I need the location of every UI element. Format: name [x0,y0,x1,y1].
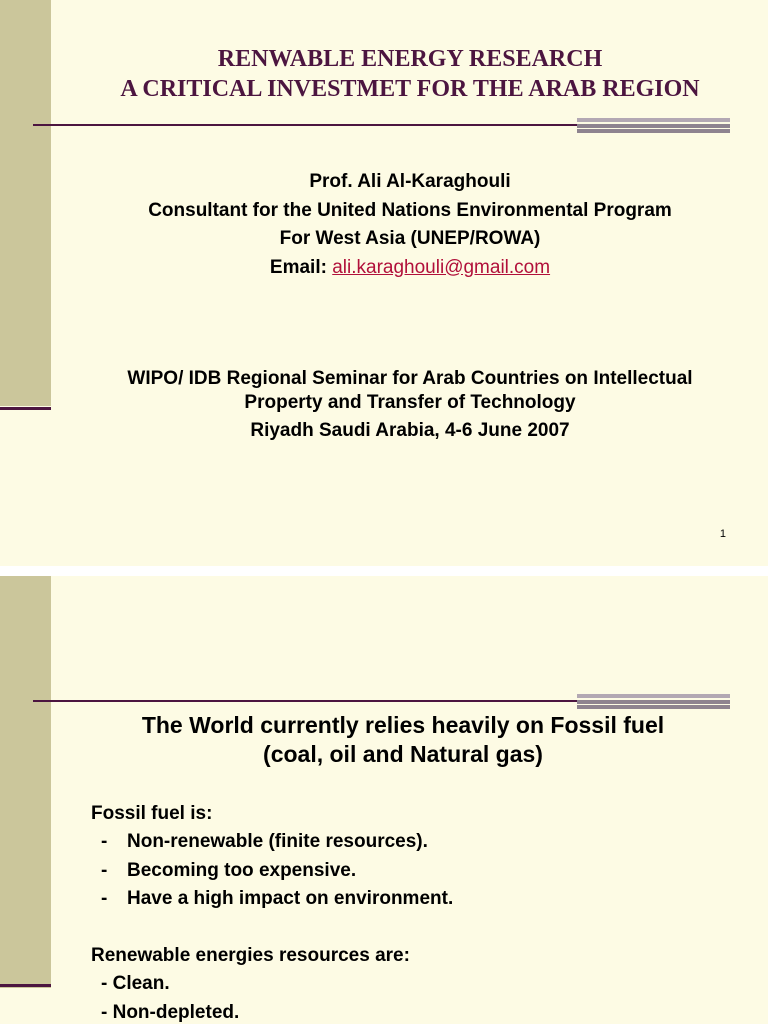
sidebar-rule [0,984,51,987]
fossil-list [91,828,453,913]
list-item [91,828,453,856]
title-line-1: The World currently relies heavily on Fossil fuel [141,712,665,738]
slide-2 [0,576,768,1024]
title-line-2: (coal, oil and Natural gas) [263,741,543,767]
list-item-text: Non-renewable (finite resources). [127,831,428,853]
seminar-block [60,367,760,443]
bullet-dash: - [101,859,108,881]
list-item [91,857,453,885]
slide-title [60,44,760,104]
title-divider [33,700,577,702]
title-divider-accent-bar [577,694,730,709]
bullet-dash: - [101,888,108,910]
spacer [91,914,453,942]
list-item-text: Becoming too expensive. [127,859,357,881]
fossil-heading: Fossil fuel is: [91,803,213,824]
list-item: - Non-depleted. [101,1001,240,1023]
list-item: - Clean. [101,973,170,995]
slide-title [60,711,746,769]
author-organization: For West Asia (UNEP/ROWA) [279,228,541,249]
seminar-location-date: Riyadh Saudi Arabia, 4-6 June 2007 [250,420,570,441]
seminar-line-1: WIPO/ IDB Regional Seminar for Arab Countries on Intellectual [127,368,693,389]
left-sidebar-band [0,576,51,988]
author-name: Prof. Ali Al-Karaghouli [309,171,511,192]
left-sidebar-band [0,0,51,406]
email-line [60,254,760,283]
list-item [91,885,453,913]
renewable-heading: Renewable energies resources are: [91,945,410,967]
slide-body [91,800,453,1024]
list-item-text: Have a high impact on environment. [127,888,454,910]
title-divider [33,124,577,126]
email-label: Email: [269,256,327,278]
sidebar-rule [0,407,51,410]
email-link[interactable]: ali.karaghouli@gmail.com [332,256,551,278]
title-line-2: A CRITICAL INVESTMET FOR THE ARAB REGION [120,76,700,102]
author-block [60,168,760,282]
bullet-dash: - [101,831,108,853]
title-divider-accent-bar [577,118,730,133]
author-role: Consultant for the United Nations Environmental Program [148,199,672,221]
seminar-line-2: Property and Transfer of Technology [244,392,576,413]
title-line-1: RENWABLE ENERGY RESEARCH [217,46,603,72]
slide-separator [0,566,768,576]
page-number: 1 [719,528,726,540]
renewable-list [91,970,453,1024]
